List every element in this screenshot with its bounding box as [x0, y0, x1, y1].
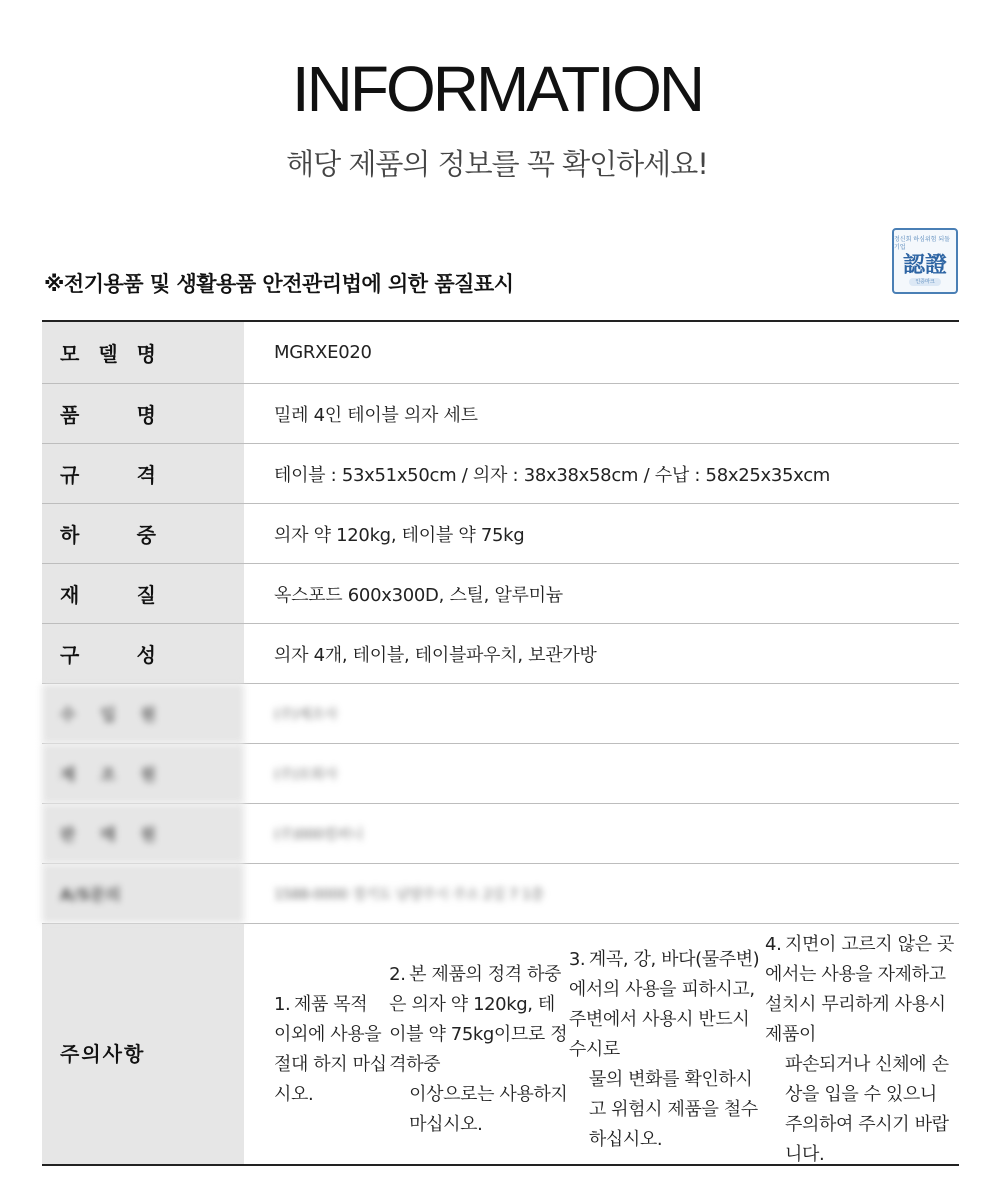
table-row	[42, 444, 959, 504]
row-label-char: 명	[136, 403, 156, 427]
page-subtitle: 해당 제품의 정보를 꼭 확인하세요!	[286, 147, 708, 181]
section-heading: ※전기용품 및 생활용품 안전관리법에 의한 품질표시	[44, 272, 514, 296]
table-row	[42, 804, 959, 864]
row-label	[42, 564, 244, 623]
table-row	[42, 744, 959, 804]
note-number: 2.	[389, 964, 406, 985]
row-label-char: 질	[136, 583, 156, 607]
row-label-char: 델	[98, 342, 118, 366]
table-row	[42, 684, 959, 744]
row-label-char: 조	[100, 765, 116, 784]
note-item	[569, 945, 765, 1155]
row-label-char: 판	[60, 825, 76, 844]
note-item	[274, 990, 389, 1110]
note-item	[765, 930, 959, 1170]
row-label	[42, 504, 244, 563]
notes-list	[244, 924, 959, 1164]
table-row	[42, 504, 959, 564]
product-info-table	[42, 320, 959, 1166]
row-label	[42, 384, 244, 443]
row-label-char: 원	[140, 705, 156, 724]
table-row	[42, 864, 959, 924]
note-text: 계곡, 강, 바다(물주변)에서의 사용을 피하시고, 주변에서 사용시 반드시 수시로	[568, 949, 760, 1060]
row-label-char: 원	[140, 765, 156, 784]
notes-label: 주의사항	[42, 924, 244, 1164]
note-text: 제품 목적 이외에 사용을 절대 하지 마십시오.	[274, 994, 387, 1105]
row-value: MGRXE020	[274, 342, 372, 363]
table-row	[42, 384, 959, 444]
row-value: 1588-0000 경기도 남양주시 주소 2길 7 1층	[274, 886, 544, 903]
row-label	[42, 322, 244, 383]
note-item	[389, 960, 569, 1140]
row-label-char: 입	[100, 705, 116, 724]
row-value: 의자 약 120kg, 테이블 약 75kg	[274, 524, 525, 546]
note-text: 파손되거나 신체에 손상을 입을 수 있으니 주의하여 주시기 바랍니다.	[785, 1054, 949, 1165]
notes-row	[42, 924, 959, 1164]
row-label-char: 규	[60, 463, 80, 487]
cert-badge-main-text: 認證	[902, 252, 947, 278]
row-label-char: 품	[60, 403, 80, 427]
row-value: 테이블 : 53x51x50cm / 의자 : 38x38x58cm / 수납 : 58x25x35xcm	[274, 464, 831, 486]
row-value: (주)000컴퍼니	[274, 826, 364, 843]
cert-badge-top-text: 정신회 하심위험 되돌 기업	[894, 236, 950, 251]
row-label-char: 구	[60, 643, 80, 667]
note-text: 본 제품의 정격 하중은 의자 약 120kg, 테이블 약 75kg이므로 정격하중	[389, 964, 568, 1075]
row-label-char: 제	[60, 765, 76, 784]
row-value: 밀레 4인 테이블 의자 세트	[274, 404, 478, 426]
row-value: (주)제조사	[274, 706, 338, 723]
row-value: 의자 4개, 테이블, 테이블파우치, 보관가방	[274, 644, 597, 666]
cert-badge-bottom-text: 인증마크	[909, 278, 940, 286]
row-label	[42, 744, 244, 803]
row-value: (주)모회사	[274, 766, 338, 783]
note-number: 4.	[765, 934, 782, 955]
note-text: 물의 변화를 확인하시고 위험시 제품을 철수 하십시오.	[588, 1069, 758, 1150]
row-label-char: A/S문의	[60, 885, 121, 904]
row-label	[42, 624, 244, 683]
page-title: INFORMATION	[291, 53, 703, 125]
row-label-char: 명	[136, 342, 156, 366]
row-label-char: 재	[60, 583, 80, 607]
row-label-char: 원	[140, 825, 156, 844]
row-label	[42, 804, 244, 863]
row-label-char: 매	[100, 825, 116, 844]
row-label-char: 격	[136, 463, 156, 487]
row-label-char: 성	[136, 643, 156, 667]
row-label-char: 모	[60, 342, 80, 366]
row-value: 옥스포드 600x300D, 스틸, 알루미늄	[274, 584, 563, 606]
row-label	[42, 444, 244, 503]
table-row	[42, 564, 959, 624]
table-row	[42, 624, 959, 684]
note-number: 3.	[568, 949, 586, 970]
note-text: 이상으로는 사용하지 마십시오.	[409, 1084, 568, 1135]
certification-badge-icon	[892, 228, 958, 294]
row-label	[42, 684, 244, 743]
table-row	[42, 322, 959, 384]
note-number: 1.	[274, 994, 291, 1015]
row-label-char: 중	[136, 523, 156, 547]
note-text: 지면이 고르지 않은 곳에서는 사용을 자제하고 설치시 무리하게 사용시 제품이	[765, 934, 954, 1045]
row-label-char: 하	[60, 523, 80, 547]
row-label-char: 수	[60, 705, 76, 724]
row-label	[42, 864, 244, 923]
